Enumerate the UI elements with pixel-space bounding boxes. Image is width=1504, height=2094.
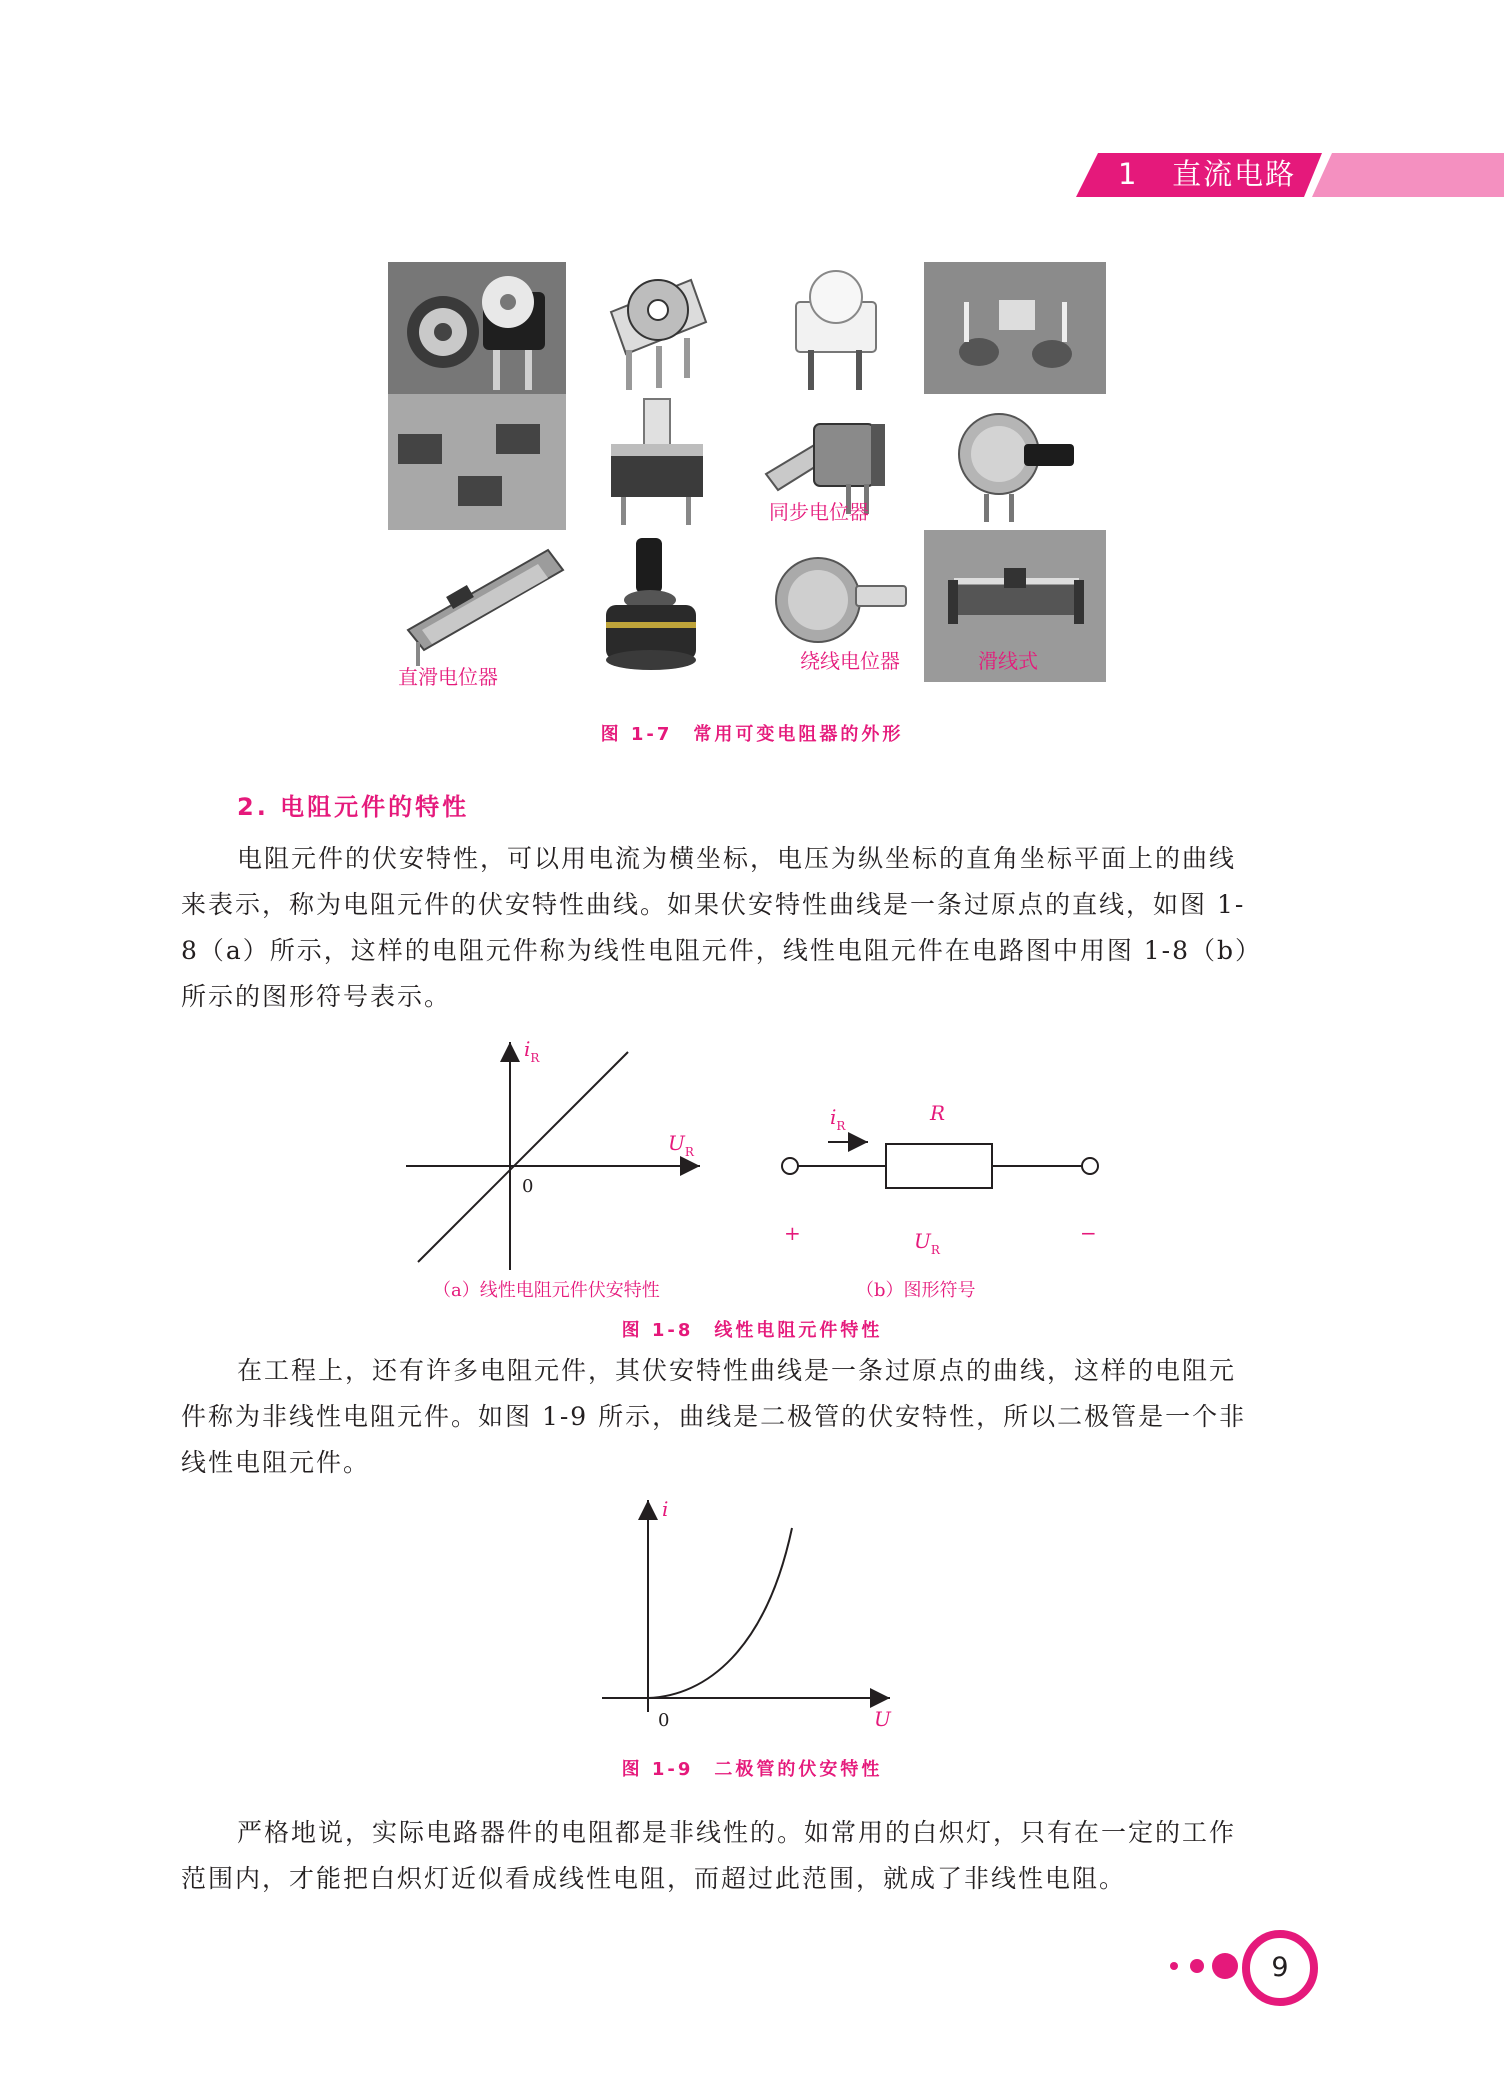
figure-1-8-caption: 图 1-8 线性电阻元件特性 [621, 1320, 883, 1341]
minus-sign: − [1080, 1221, 1097, 1245]
origin-label: 0 [658, 1710, 670, 1730]
chapter-title: 1 直流电路 [1118, 157, 1297, 191]
trimmer-pot-photo-2 [566, 262, 746, 394]
paragraph-1-line-1: 电阻元件的伏安特性，可以用电流为横坐标，电压为纵坐标的直角坐标平面上的曲线 [237, 844, 1237, 873]
figure-1-8-subcaption-b: （b）图形符号 [856, 1280, 976, 1301]
trimmer-pot-photo-3 [746, 262, 924, 394]
label-wirewound-potentiometer: 绕线电位器 [800, 649, 900, 673]
paragraph-1 [181, 836, 1321, 1020]
page-number: 9 [1242, 1930, 1318, 2006]
trimmer-pot-photo-4 [924, 262, 1106, 394]
rotary-encoder-photo [566, 394, 746, 530]
paragraph-1-line-3: 8（a）所示，这样的电阻元件称为线性电阻元件，线性电阻元件在电路图中用图 1-8（b） [181, 936, 1263, 965]
footer-dot-small [1170, 1962, 1178, 1970]
paragraph-2-line-1: 在工程上，还有许多电阻元件，其伏安特性曲线是一条过原点的曲线，这样的电阻元 [237, 1356, 1237, 1385]
trimmer-pot-photo-1 [388, 262, 566, 394]
resistor-symbol [770, 1098, 1110, 1258]
label-rheostat: 滑线式 [978, 649, 1038, 673]
paragraph-3 [181, 1810, 1321, 1902]
paragraph-1-line-2: 来表示，称为电阻元件的伏安特性曲线。如果伏安特性曲线是一条过原点的直线，如图 1- [181, 890, 1246, 919]
plus-sign: + [784, 1221, 801, 1245]
paragraph-3-line-2: 范围内，才能把白炽灯近似看成线性电阻，而超过此范围，就成了非线性电阻。 [181, 1864, 1127, 1893]
x-axis-label: $U_R$ [668, 1131, 694, 1159]
paragraph-2 [181, 1348, 1321, 1486]
variable-resistor-photo-grid [388, 262, 1106, 689]
precision-potentiometer-photo [566, 530, 746, 682]
rotary-potentiometer-photo [924, 394, 1106, 530]
origin-label: 0 [522, 1176, 534, 1197]
diode-characteristic-curve [648, 1528, 792, 1698]
label-slide-potentiometer: 直滑电位器 [398, 665, 498, 689]
figure-1-7-caption: 图 1-7 常用可变电阻器的外形 [600, 724, 904, 745]
paragraph-1-line-4: 所示的图形符号表示。 [181, 982, 452, 1011]
y-axis-label: i [662, 1497, 669, 1521]
current-label: $i_R$ [830, 1105, 846, 1133]
footer-dot-medium [1190, 1959, 1204, 1973]
slide-potentiometer-photo [388, 530, 566, 682]
voltage-label: $U_R$ [914, 1229, 940, 1257]
right-terminal [1082, 1158, 1098, 1174]
resistor-body [886, 1144, 992, 1188]
resistor-label: R [930, 1101, 946, 1125]
footer-dot-large [1212, 1953, 1238, 1979]
linear-characteristic-line [418, 1052, 628, 1262]
diode-iv-graph [596, 1490, 916, 1730]
paragraph-3-line-1: 严格地说，实际电路器件的电阻都是非线性的。如常用的白炽灯，只有在一定的工作 [237, 1818, 1237, 1847]
left-terminal [782, 1158, 798, 1174]
chip-resistor-photo [388, 394, 566, 530]
linear-iv-graph [400, 1030, 720, 1270]
label-sync-potentiometer: 同步电位器 [769, 500, 869, 524]
x-axis-label: U [874, 1707, 891, 1730]
figure-1-9-caption: 图 1-9 二极管的伏安特性 [621, 1759, 883, 1780]
paragraph-2-line-2: 件称为非线性电阻元件。如图 1-9 所示，曲线是二极管的伏安特性，所以二极管是一个非 [181, 1402, 1247, 1431]
y-axis-label: $i_R$ [524, 1037, 540, 1065]
paragraph-2-line-3: 线性电阻元件。 [181, 1448, 371, 1477]
section-heading: 2. 电阻元件的特性 [237, 793, 470, 821]
figure-1-8-subcaption-a: （a）线性电阻元件伏安特性 [433, 1280, 660, 1301]
